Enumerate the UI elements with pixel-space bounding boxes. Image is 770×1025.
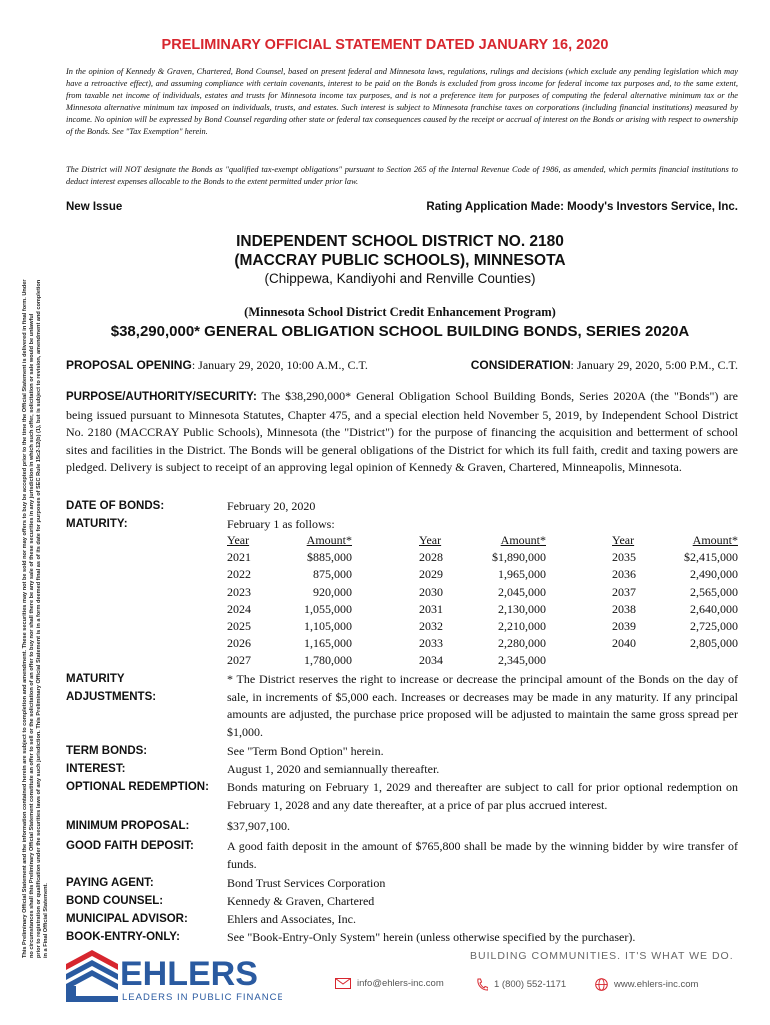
maturity-year: 2035 [612, 550, 636, 565]
maturity-years-col-3 [612, 532, 652, 652]
maturity-adjustments-label-1: MATURITY [66, 673, 125, 685]
maturity-year: 2022 [227, 567, 251, 582]
maturity-amount: 2,045,000 [498, 584, 546, 599]
maturity-years-col-2 [419, 532, 459, 670]
maturity-amount: 2,565,000 [690, 584, 738, 599]
maturity-amount: 1,965,000 [498, 567, 546, 582]
maturity-amount: 1,055,000 [304, 601, 352, 616]
maturity-label: MATURITY: [66, 518, 128, 530]
maturity-year: 2038 [612, 601, 636, 616]
preliminary-heading: PRELIMINARY OFFICIAL STATEMENT DATED JANUARY 16, 2020 [161, 37, 609, 53]
disclaimer-line-3: prior to registration or qualification under the securities laws of any such jurisdiction. This Preliminary Official Statement is in a form deemed final as of its date for purposes of SEC Rule 15c2-12(b) (1), but is subject to revision, amendment and completion [36, 279, 42, 958]
maturity-year: 2040 [612, 636, 636, 651]
optional-redemption-value: Bonds maturing on February 1, 2029 and thereafter are subject to call for prior optional redemption on February 1, 2028 and any date thereafter, at a price of par plus accrued interest. [227, 780, 738, 812]
globe-icon [595, 978, 608, 991]
footer-email[interactable] [335, 978, 444, 989]
footer-phone[interactable] [476, 978, 566, 991]
maturity-year: 2024 [227, 601, 251, 616]
year-header: Year [612, 533, 635, 547]
maturity-amounts-col-2 [470, 532, 546, 670]
minimum-proposal-value: $37,907,100. [227, 819, 290, 833]
maturity-amount: 2,280,000 [498, 636, 546, 651]
maturity-year: 2034 [419, 653, 443, 668]
ehlers-logo [62, 940, 282, 1020]
maturity-amount: 2,640,000 [690, 601, 738, 616]
maturity-amounts-col-3 [660, 532, 738, 652]
maturity-amount: 1,165,000 [304, 636, 352, 651]
qualified-obligations-paragraph: The District will NOT designate the Bonds as "qualified tax-exempt obligations" pursuant to Section 265 of the Internal Revenue Code of 1986, as amended, which permits financial institutions to deduct interest expenses allocable to the Bonds to the extent permitted under prior law. [66, 165, 738, 187]
ehlers-logo-mark [62, 940, 282, 1020]
maturity-year: 2030 [419, 584, 443, 599]
maturity-adjustments-value: * The District reserves the right to increase or decrease the principal amount of the Bonds on the day of sale, in increments of $5,000 each. Increases or decreases may be made in any maturity. If any principal amounts are adjusted, the purchase price proposed will be adjusted to maintain the same gross spread per $1,000. [227, 672, 738, 739]
footer-tagline: BUILDING COMMUNITIES. IT'S WHAT WE DO. [470, 950, 734, 962]
maturity-year: 2031 [419, 601, 443, 616]
maturity-year: 2026 [227, 636, 251, 651]
bond-title: $38,290,000* GENERAL OBLIGATION SCHOOL BUILDING BONDS, SERIES 2020A [110, 323, 690, 340]
year-header: Year [419, 533, 442, 547]
optional-redemption-label: OPTIONAL REDEMPTION: [66, 781, 209, 793]
disclaimer-sidebar [22, 88, 50, 958]
maturity-year: 2029 [419, 567, 443, 582]
maturity-value: February 1 as follows: [227, 517, 335, 531]
proposal-opening [66, 358, 368, 373]
logo-tagline: LEADERS IN PUBLIC FINANCE [122, 992, 282, 1003]
consideration-label: CONSIDERATION [470, 358, 571, 372]
maturity-amount: 2,130,000 [498, 601, 546, 616]
maturity-amount: 920,000 [313, 584, 352, 599]
maturity-amount: $2,415,000 [684, 550, 738, 565]
maturity-amount: 2,490,000 [690, 567, 738, 582]
bond-counsel-value: Kennedy & Graven, Chartered [227, 894, 375, 908]
date-of-bonds-label: DATE OF BONDS: [66, 500, 165, 512]
rating-application: Rating Application Made: Moody's Investors Service, Inc. [426, 201, 738, 213]
book-entry-only-label: BOOK-ENTRY-ONLY: [66, 931, 180, 943]
maturity-year: 2028 [419, 550, 443, 565]
maturity-amount: $1,890,000 [492, 550, 546, 565]
phone-text: 1 (800) 552-1171 [494, 979, 567, 991]
municipal-advisor-value: Ehlers and Associates, Inc. [227, 912, 356, 926]
maturity-year: 2023 [227, 584, 251, 599]
maturity-adjustments-label-2: ADJUSTMENTS: [66, 690, 157, 703]
logo-wordmark: EHLERS [120, 955, 258, 993]
maturity-year: 2021 [227, 550, 251, 565]
maturity-year: 2039 [612, 619, 636, 634]
bond-counsel-label: BOND COUNSEL: [66, 895, 164, 907]
maturity-year: 2036 [612, 567, 636, 582]
proposal-opening-value: : January 29, 2020, 10:00 A.M., C.T. [191, 358, 368, 372]
proposal-opening-label: PROPOSAL OPENING [66, 358, 192, 372]
amount-header: Amount* [500, 533, 546, 547]
term-bonds-label: TERM BONDS: [66, 745, 148, 757]
new-issue-label: New Issue [66, 201, 123, 213]
consideration-value: : January 29, 2020, 5:00 P.M., C.T. [570, 358, 738, 372]
maturity-year: 2032 [419, 619, 443, 634]
good-faith-deposit-label: GOOD FAITH DEPOSIT: [66, 840, 194, 852]
footer-web[interactable] [595, 978, 698, 991]
consideration [471, 358, 738, 373]
credit-program: (Minnesota School District Credit Enhancement Program) [244, 305, 556, 319]
maturity-year: 2037 [612, 584, 636, 599]
minimum-proposal-label: MINIMUM PROPOSAL: [66, 820, 190, 832]
interest-label: INTEREST: [66, 763, 126, 775]
term-bonds-value: See "Term Bond Option" herein. [227, 744, 384, 758]
web-text: www.ehlers-inc.com [614, 979, 699, 991]
book-entry-only-value: See "Book-Entry-Only System" herein (unless otherwise specified by the purchaser). [227, 930, 636, 944]
paying-agent-value: Bond Trust Services Corporation [227, 876, 386, 890]
maturity-amount: 875,000 [313, 567, 352, 582]
amount-header: Amount* [692, 533, 738, 547]
maturity-amount: 1,780,000 [304, 653, 352, 668]
maturity-amount: 1,105,000 [304, 619, 352, 634]
date-of-bonds-value: February 20, 2020 [227, 499, 316, 513]
envelope-icon [335, 978, 351, 989]
maturity-amount: 2,345,000 [498, 653, 546, 668]
amount-header: Amount* [306, 533, 352, 547]
disclaimer-line-1: This Preliminary Official Statement and the information contained herein are subject to completion and amendment. These securities may not be sold nor may offers to buy be accepted prior to the time the Official Statement is delivered in final form. Under [22, 279, 28, 958]
disclaimer-line-2: no circumstances shall this Preliminary Official Statement constitute an offer to sell or the solicitation of an offer to buy nor shall there be any sale of these securities in any jurisdiction in which such offer, solicitation or sale would be unlawful [29, 313, 35, 958]
maturity-year: 2033 [419, 636, 443, 651]
purpose-paragraph [66, 388, 738, 477]
maturity-year: 2025 [227, 619, 251, 634]
maturity-year: 2027 [227, 653, 251, 668]
tax-opinion-paragraph: In the opinion of Kennedy & Graven, Chartered, Bond Counsel, based on present federal and Minnesota laws, regulations, rulings and decisions (which exclude any pending legislation which may have a retroactive effect), and assuming compliance with certain covenants, interest to be paid on the Bonds is excluded from gross income for federal income tax purposes and, to the same extent, from taxable net income of individuals, estates and trusts for Minnesota income tax purposes, and is not a preference item for purposes of computing the federal alternative minimum tax or the Minnesota alternative minimum tax imposed on individuals, trusts, and estates. Such interest is subject to Minnesota franchise taxes on corporations (including financial institutions) measured by income. No opinion will be expressed by Bond Counsel regarding other state or federal tax consequences caused by the receipt or accrual of interest on the Bonds or arising with respect to ownership of the Bonds. See "Tax Exemption" herein. [66, 67, 738, 137]
purpose-text: The $38,290,000* General Obligation School Building Bonds, Series 2020A (the "Bonds") are being issued pursuant to Minnesota Statutes, Chapter 475, and a special election held November 5, 2019, by Independent School District No. 2180 (MACCRAY Public Schools), Minnesota (the "District") for the purpose of financing the acquisition and betterment of school sites and facilities in the District. The Bonds will be general obligations of the District for which its full faith, credit and taxing powers are pledged. Delivery is subject to receipt of an approving legal opinion of Kennedy & Graven, Chartered, Minneapolis, Minnesota. [66, 389, 738, 475]
email-text: info@ehlers-inc.com [357, 978, 444, 990]
counties: (Chippewa, Kandiyohi and Renville Counties) [264, 271, 536, 286]
maturity-amount: $885,000 [307, 550, 352, 565]
district-name-line-1: INDEPENDENT SCHOOL DISTRICT NO. 2180 [236, 233, 564, 250]
maturity-amounts-col-1 [280, 532, 352, 670]
purpose-label: PURPOSE/AUTHORITY/SECURITY: [66, 391, 257, 403]
paying-agent-label: PAYING AGENT: [66, 877, 154, 889]
good-faith-deposit-value: A good faith deposit in the amount of $765,800 shall be made by the winning bidder by wire transfer of funds. [227, 839, 738, 871]
year-header: Year [227, 533, 250, 547]
maturity-adjustments-label [66, 671, 156, 706]
interest-value: August 1, 2020 and semiannually thereafter. [227, 762, 440, 776]
disclaimer-line-4: in a Final Official Statement. [43, 883, 49, 958]
maturity-amount: 2,210,000 [498, 619, 546, 634]
phone-icon [476, 978, 488, 991]
municipal-advisor-label: MUNICIPAL ADVISOR: [66, 913, 188, 925]
district-name-line-2: (MACCRAY PUBLIC SCHOOLS), MINNESOTA [234, 252, 566, 269]
maturity-years-col-1 [227, 532, 267, 670]
maturity-amount: 2,725,000 [690, 619, 738, 634]
maturity-amount: 2,805,000 [690, 636, 738, 651]
